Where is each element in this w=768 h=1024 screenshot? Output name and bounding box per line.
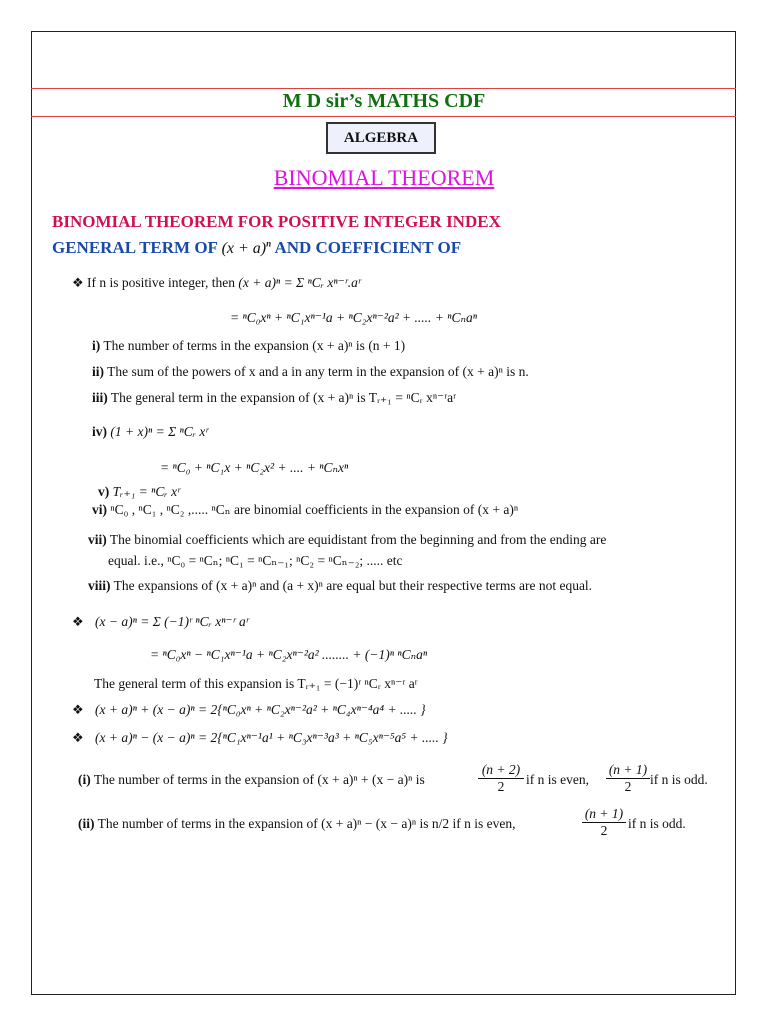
point-8-label: viii)	[88, 578, 111, 593]
bullet-icon: ❖	[72, 276, 84, 291]
page-title: M D sir’s MATHS CDF	[282, 90, 486, 112]
remark-1-end: if n is odd.	[650, 772, 708, 787]
remark-2-end: if n is odd.	[628, 816, 686, 831]
point-5-text: Tᵣ₊₁ = ⁿCᵣ xʳ	[112, 484, 181, 499]
point-7	[88, 532, 606, 548]
point-5-label: v)	[98, 484, 110, 499]
remark-1-odd-numerator: (n + 1)	[606, 762, 650, 779]
point-2-label: ii)	[92, 364, 104, 379]
subheading-exp: n	[266, 238, 272, 249]
point-8	[88, 578, 592, 594]
remark-1-even-denominator: 2	[497, 779, 505, 794]
point-7-text: The binomial coefficients which are equidistant from the beginning and from the ending are	[109, 532, 607, 547]
point-4	[92, 424, 208, 440]
point-5	[98, 484, 180, 500]
remark-2-label: (ii)	[78, 816, 95, 831]
bullet-1-text: If n is positive integer, then	[87, 275, 235, 290]
point-6-text: ⁿC₀ , ⁿC₁ , ⁿC₂ ,..... ⁿCₙ are binomial coefficients in the expansion of (x + a)ⁿ	[110, 502, 519, 517]
remark-2-fraction	[582, 806, 626, 839]
point-4-label: iv)	[92, 424, 107, 439]
remark-2-numerator: (n + 1)	[582, 806, 626, 823]
bullet-4-formula: (x + a)ⁿ − (x − a)ⁿ = 2{ⁿC₁xⁿ⁻¹a¹ + ⁿC₃xⁿ⁻³a³ + ⁿC₅xⁿ⁻⁵a⁵ + ..... }	[95, 730, 448, 745]
subject-label: ALGEBRA	[343, 129, 419, 146]
remark-1-text: The number of terms in the expansion of (x + a)ⁿ + (x − a)ⁿ is	[93, 772, 425, 787]
point-4-text: (1 + x)ⁿ = Σ ⁿCᵣ xʳ	[110, 424, 209, 439]
header-rule-top	[31, 88, 736, 89]
remark-1-odd-denominator: 2	[624, 779, 632, 794]
bullet-1-expansion: = ⁿC₀xⁿ + ⁿC₁xⁿ⁻¹a + ⁿC₂xⁿ⁻²a² + ..... + ⁿCₙaⁿ	[230, 310, 478, 325]
remark-1-mid: if n is even,	[526, 772, 589, 787]
bullet-icon: ❖	[72, 731, 84, 746]
bullet-1-formula: (x + a)ⁿ = Σ ⁿCᵣ xⁿ⁻ʳ.aʳ	[238, 275, 361, 290]
section-heading: BINOMIAL THEOREM FOR POSITIVE INTEGER INDEX	[52, 212, 501, 231]
remark-1-even-numerator: (n + 2)	[478, 762, 524, 779]
bullet-3-formula: (x + a)ⁿ + (x − a)ⁿ = 2{ⁿC₀xⁿ + ⁿC₂xⁿ⁻²a² + ⁿC₄xⁿ⁻⁴a⁴ + ..... }	[95, 702, 426, 717]
remark-1-fraction-even	[478, 762, 524, 795]
point-2-text: The sum of the powers of x and a in any term in the expansion of (x + a)ⁿ is n.	[107, 364, 529, 379]
point-6-label: vi)	[92, 502, 107, 517]
bullet-3	[72, 702, 426, 718]
point-1-text: The number of terms in the expansion (x + a)ⁿ is (n + 1)	[103, 338, 406, 353]
bullet-2-general-term: The general term of this expansion is Tᵣ₊₁ = (−1)ʳ ⁿCᵣ xⁿ⁻ʳ aʳ	[94, 676, 418, 691]
remark-1-label: (i)	[78, 772, 91, 787]
point-3	[92, 390, 456, 406]
point-4-expansion: = ⁿC₀ + ⁿC₁x + ⁿC₂x² + .... + ⁿCₙxⁿ	[160, 460, 349, 475]
point-2	[92, 364, 529, 380]
point-1-label: i)	[92, 338, 101, 353]
point-1	[92, 338, 405, 354]
subject-badge	[326, 122, 436, 154]
point-7-label: vii)	[88, 532, 107, 547]
bullet-2-formula: (x − a)ⁿ = Σ (−1)ʳ ⁿCᵣ xⁿ⁻ʳ aʳ	[95, 614, 249, 629]
remark-2-text: The number of terms in the expansion of (x + a)ⁿ − (x − a)ⁿ is n/2 if n is even,	[97, 816, 516, 831]
bullet-icon: ❖	[72, 615, 84, 630]
point-3-text: The general term in the expansion of (x + a)ⁿ is Tᵣ₊₁ = ⁿCᵣ xⁿ⁻ʳaʳ	[110, 390, 457, 405]
point-8-text: The expansions of (x + a)ⁿ and (a + x)ⁿ are equal but their respective terms are not equal.	[113, 578, 593, 593]
point-3-label: iii)	[92, 390, 108, 405]
bullet-icon: ❖	[72, 703, 84, 718]
bullet-1	[72, 275, 361, 291]
remark-2-denominator: 2	[600, 823, 608, 838]
remark-2	[78, 816, 516, 832]
subheading-prefix: GENERAL TERM OF	[52, 238, 218, 257]
header-rule-bottom	[31, 116, 736, 117]
subheading	[52, 238, 461, 258]
subheading-expr: (x + a)	[221, 240, 267, 257]
bullet-4	[72, 730, 448, 746]
bullet-2-expansion: = ⁿC₀xⁿ − ⁿC₁xⁿ⁻¹a + ⁿC₂xⁿ⁻²a² ........ + (−1)ⁿ ⁿCₙaⁿ	[150, 647, 428, 662]
bullet-2	[72, 614, 249, 630]
remark-1	[78, 772, 425, 788]
point-7-continued: equal. i.e., ⁿC₀ = ⁿCₙ; ⁿC₁ = ⁿCₙ₋₁; ⁿC₂ = ⁿCₙ₋₂; ..... etc	[108, 553, 403, 568]
remark-1-fraction-odd	[606, 762, 650, 795]
point-6	[92, 502, 518, 518]
chapter-title: BINOMIAL THEOREM	[273, 165, 495, 190]
subheading-suffix: AND COEFFICIENT OF	[274, 238, 462, 257]
